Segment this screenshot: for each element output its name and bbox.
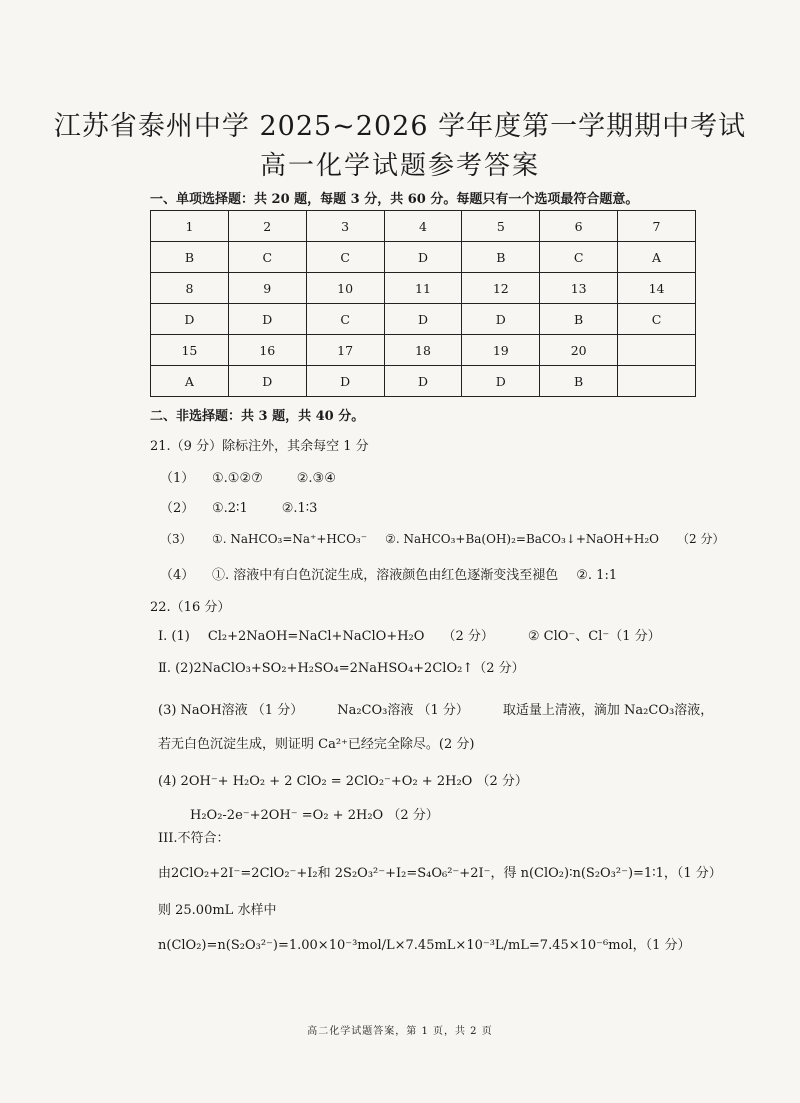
q21-p4-b: ②. 1:1 <box>576 568 618 583</box>
answer-cell: D <box>462 366 540 397</box>
q21-p1-num: （1） <box>160 471 195 486</box>
q21-p4-num: （4） <box>160 568 195 583</box>
answer-cell: D <box>228 366 306 397</box>
answer-cell: D <box>384 366 462 397</box>
question-number-cell: 20 <box>540 335 618 366</box>
answer-row <box>151 242 696 273</box>
question-number-cell: 18 <box>384 335 462 366</box>
question-number-row <box>151 211 696 242</box>
question-number-cell: 9 <box>228 273 306 304</box>
q21-header: 21.（9 分）除标注外，其余每空 1 分 <box>150 439 369 454</box>
q22-ii3-a: (3) NaOH溶液 （1 分） <box>158 703 304 718</box>
q21-part3 <box>160 530 724 547</box>
answer-cell: B <box>151 242 229 273</box>
q22-ii3-line2: 若无白色沉淀生成，则证明 Ca²⁺已经完全除尽。(2 分) <box>158 737 475 752</box>
question-number-cell: 12 <box>462 273 540 304</box>
question-number-row <box>151 273 696 304</box>
q21-p2-b: ②.1∶3 <box>281 501 318 516</box>
answer-row <box>151 304 696 335</box>
section1-heading: 一、单项选择题：共 20 题，每题 3 分，共 60 分。每题只有一个选项最符合题意。 <box>150 192 639 207</box>
question-number-cell <box>618 335 696 366</box>
q22-ii4-line1: (4) 2OH⁻+ H₂O₂ + 2 ClO₂ = 2ClO₂⁻+O₂ + 2H₂O （2 分） <box>158 774 528 789</box>
q21-part1 <box>160 467 336 486</box>
answer-cell: B <box>540 304 618 335</box>
question-number-cell: 13 <box>540 273 618 304</box>
answer-cell <box>618 366 696 397</box>
question-number-cell: 17 <box>306 335 384 366</box>
question-number-cell: 6 <box>540 211 618 242</box>
q21-part2 <box>160 497 317 516</box>
answer-cell: B <box>462 242 540 273</box>
q22-i1-label: Ⅰ. (1) <box>158 629 190 644</box>
answer-cell: C <box>306 242 384 273</box>
answer-cell: D <box>384 304 462 335</box>
question-number-cell: 3 <box>306 211 384 242</box>
answer-cell: C <box>228 242 306 273</box>
q21-p2-num: （2） <box>160 501 195 516</box>
question-number-cell: 16 <box>228 335 306 366</box>
q22-iii-line1: 由2ClO₂+2I⁻=2ClO₂⁻+I₂和 2S₂O₃²⁻+I₂=S₄O₆²⁻+2I⁻，得 n(ClO₂)∶n(S₂O₃²⁻)=1∶1，（1 分） <box>158 866 722 881</box>
q21-part4 <box>160 564 617 583</box>
q21-p1-b: ②.③④ <box>296 471 336 486</box>
page-footer: 高二化学试题答案，第 1 页，共 2 页 <box>307 1026 493 1037</box>
q22-i1 <box>158 625 661 644</box>
answer-cell: C <box>618 304 696 335</box>
question-number-cell: 1 <box>151 211 229 242</box>
answer-cell: D <box>151 304 229 335</box>
question-number-cell: 11 <box>384 273 462 304</box>
q21-p2-a: ①.2∶1 <box>212 501 248 516</box>
question-number-cell: 4 <box>384 211 462 242</box>
q22-ii4-line2: H₂O₂-2e⁻+2OH⁻ =O₂ + 2H₂O （2 分） <box>190 808 439 823</box>
answer-cell: C <box>306 304 384 335</box>
q21-p3-c: （2 分） <box>677 532 725 546</box>
q21-p3-b: ②. NaHCO₃+Ba(OH)₂=BaCO₃↓+NaOH+H₂O <box>385 532 659 546</box>
answer-cell: D <box>306 366 384 397</box>
exam-title: 江苏省泰州中学 2025~2026 学年度第一学期期中考试 <box>53 111 747 142</box>
question-number-cell: 14 <box>618 273 696 304</box>
answer-row <box>151 366 696 397</box>
q22-ii3-b: Na₂CO₃溶液 （1 分） <box>337 703 469 718</box>
answer-cell: D <box>462 304 540 335</box>
answer-cell: C <box>540 242 618 273</box>
question-number-cell: 2 <box>228 211 306 242</box>
q21-p3-num: （3） <box>160 532 192 546</box>
question-number-cell: 19 <box>462 335 540 366</box>
q22-iii-line3: n(ClO₂)=n(S₂O₃²⁻)=1.00×10⁻³mol/L×7.45mL×10⁻³L/mL=7.45×10⁻⁶mol，（1 分） <box>158 938 691 953</box>
question-number-row <box>151 335 696 366</box>
question-number-cell: 15 <box>151 335 229 366</box>
q21-p4-a: ①. 溶液中有白色沉淀生成，溶液颜色由红色逐渐变浅至褪色 <box>212 568 559 583</box>
answer-cell: A <box>151 366 229 397</box>
section2-heading: 二、非选择题：共 3 题，共 40 分。 <box>150 409 365 424</box>
q22-iii-heading: III.不符合： <box>158 831 230 846</box>
question-number-cell: 5 <box>462 211 540 242</box>
q22-ii3-c: 取适量上清液，滴加 Na₂CO₃溶液， <box>502 703 714 718</box>
answer-cell: D <box>228 304 306 335</box>
question-number-cell: 10 <box>306 273 384 304</box>
q21-p1-a: ①.①②⑦ <box>212 471 263 486</box>
answer-cell: D <box>384 242 462 273</box>
exam-subtitle: 高一化学试题参考答案 <box>259 151 540 181</box>
question-number-cell: 7 <box>618 211 696 242</box>
q22-ii3-line1 <box>158 699 713 718</box>
answer-table <box>150 210 696 397</box>
q21-p3-a: ①. NaHCO₃=Na⁺+HCO₃⁻ <box>212 532 368 546</box>
answer-cell: B <box>540 366 618 397</box>
q22-i1-b: ② ClO⁻、Cl⁻（1 分） <box>527 629 661 644</box>
q22-i1-score: （2 分） <box>442 629 494 644</box>
q22-ii2: Ⅱ. (2)2NaClO₃+SO₂+H₂SO₄=2NaHSO₄+2ClO₂↑（2 分） <box>158 661 525 676</box>
q22-header: 22.（16 分） <box>150 600 231 615</box>
question-number-cell: 8 <box>151 273 229 304</box>
answer-cell: A <box>618 242 696 273</box>
q22-iii-line2: 则 25.00mL 水样中 <box>158 903 277 918</box>
q22-i1-eq: Cl₂+2NaOH=NaCl+NaClO+H₂O <box>207 629 425 644</box>
